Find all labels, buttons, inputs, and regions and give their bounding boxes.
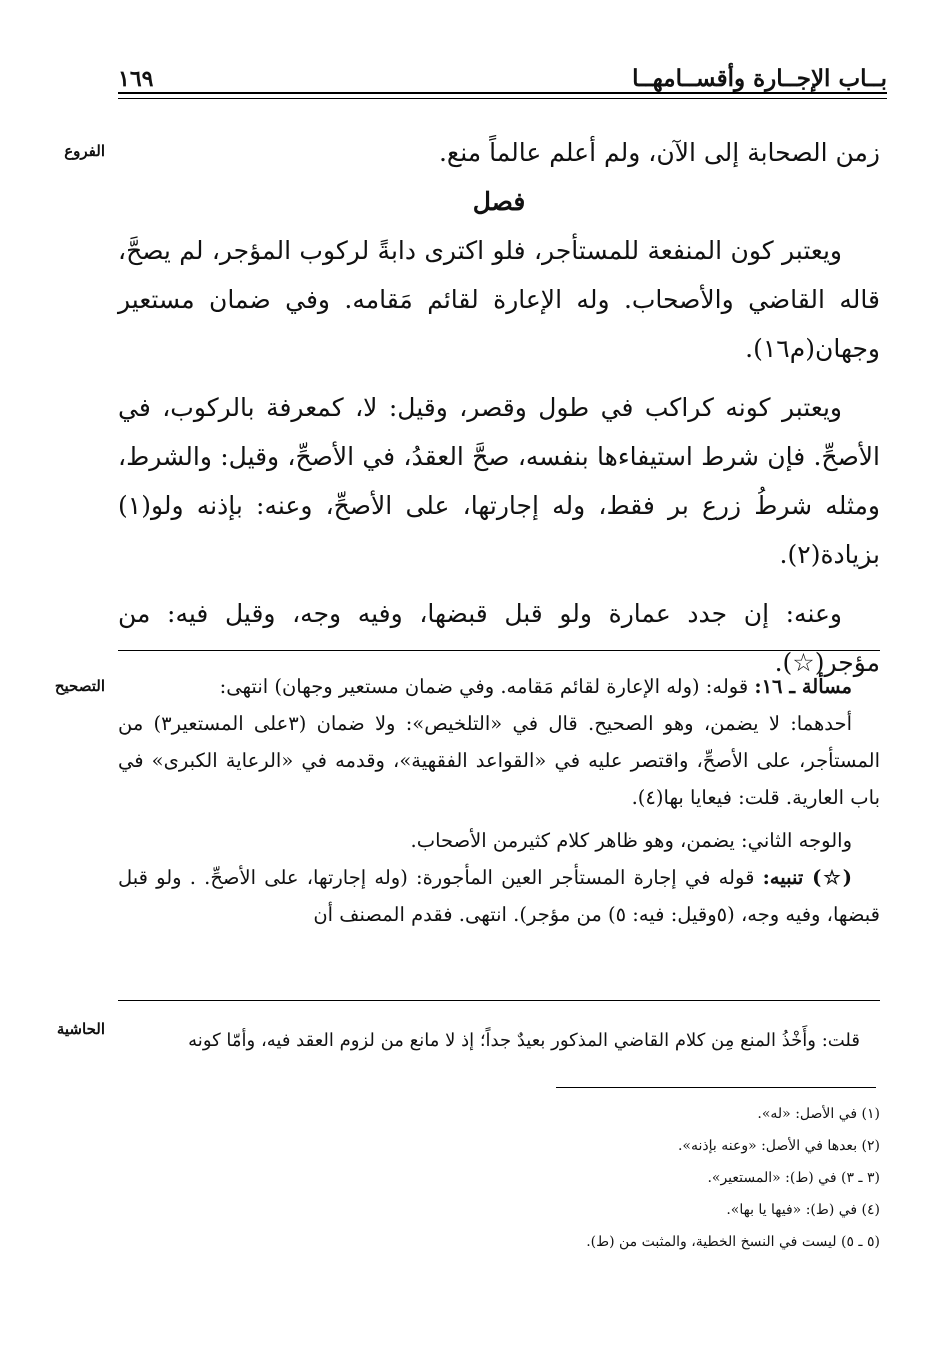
chapter-title: بــاب الإجــارة وأقســامهــا [632, 65, 887, 92]
footnotes [300, 1098, 880, 1258]
footnote-item: (٥ ـ ٥) ليست في النسخ الخطية، والمثبت من (ط). [586, 1234, 880, 1250]
tashih-paragraph-1 [118, 668, 880, 705]
hashiya-section [118, 1024, 880, 1058]
header-rule [118, 92, 887, 99]
issue-text: قوله: (وله الإعارة لقائم مَقامه. وفي ضمان مستعير وجهان) انتهى: [219, 675, 755, 698]
furu-paragraph-3: وعنه: إن جدد عمارة ولو قبل قبضها، وفيه وجه، وقيل فيه: من مؤجر(☆). [118, 599, 880, 677]
running-header [118, 58, 887, 92]
footnote-item: (٢) بعدها في الأصل: «وعنه بإذنه». [677, 1138, 880, 1154]
tashih-paragraph-2: أحدهما: لا يضمن، وهو الصحيح. قال في «التلخيص»: ولا ضمان (٣على المستعير٣) من المستأجر، على الأصحِّ، واقتصر عليه في «القواعد الفقهية»، وقدمه في «الرعاية الكبرى» في باب العارية. قلت: فيعايا بها(٤). [118, 712, 880, 809]
furu-paragraph-2: ويعتبر كونه كراكب في طول وقصر، وقيل: لا، كمعرفة بالركوب، في الأصحِّ. فإن شرط استيفاءها بنفسه، صحَّ العقدُ، في الأصحِّ، وقيل: والشرط، ومثله شرطُ زرع بر فقط، وله إجارتها، على الأصحِّ، وعنه: بإذنه ولو(١) بزيادة(٢). [118, 393, 881, 569]
label-hashiya: الحاشية [56, 1020, 105, 1038]
footnote-rule [556, 1087, 876, 1088]
page-number: ١٦٩ [118, 66, 154, 92]
section-divider-2 [118, 1000, 880, 1001]
section-divider-1 [118, 650, 880, 651]
furu-section [118, 128, 880, 687]
furu-paragraph-0: زمن الصحابة إلى الآن، ولم أعلم عالماً منع. [438, 138, 880, 167]
tashih-paragraph-4 [118, 859, 880, 933]
footnote-item: (١) في الأصل: «له». [757, 1106, 880, 1122]
note-heading: (☆) تنبيه: [762, 866, 852, 889]
hashiya-paragraph-1: قلت: وأَخْذُ المنع مِن كلام القاضي المذكور بعيدٌ جداً؛ إذ لا مانع من لزوم العقد فيه، وأمّا كونه [188, 1030, 860, 1051]
tashih-paragraph-3: والوجه الثاني: يضمن، وهو ظاهر كلام كثيرمن الأصحاب. [410, 829, 852, 852]
note-text: قوله في إجارة المستأجر العين المأجورة: (وله إجارتها، على الأصحِّ. . ولو قبل قبضها، وفيه وجه، (٥وقيل: فيه: ٥) من مؤجر). انتهى. فقدم المصنف أن [118, 866, 880, 926]
issue-heading: مسألة ـ ١٦: [754, 675, 852, 698]
footnote-item: (٣ ـ ٣) في (ط): «المستعير». [707, 1170, 880, 1186]
furu-paragraph-1: ويعتبر كون المنفعة للمستأجر، فلو اكترى دابةً لركوب المؤجر، لم يصحَّ، قاله القاضي والأصحاب. وله الإعارة لقائم مَقامه. وفي ضمان مستعير وجهان(م١٦). [118, 236, 880, 363]
footnote-item: (٤) في (ط): «فيها يا بها». [726, 1202, 880, 1218]
label-tashih: التصحيح [54, 677, 105, 695]
section-title: فصل [472, 187, 526, 216]
tashih-section [118, 668, 880, 933]
label-furu: الفروع [64, 142, 105, 160]
